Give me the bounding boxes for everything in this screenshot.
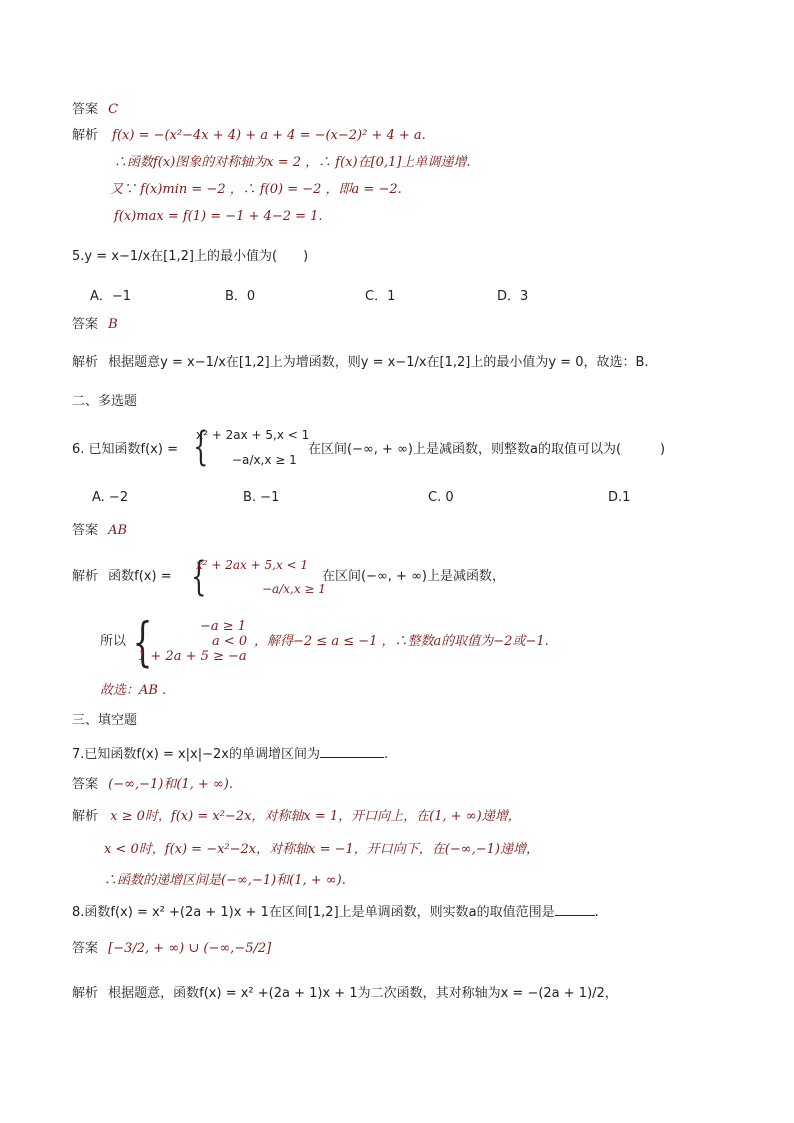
answer-label: 答案	[72, 102, 99, 117]
q7-analysis-line2: x < 0时，f(x) = −x²−2x，对称轴x = −1，开口向下，在(−∞,−1)递增，	[104, 842, 539, 857]
q5-analysis-row	[72, 354, 649, 372]
analysis-text: f(x) = −(x²−4x + 4) + a + 4 = −(x−2)² + 4 + a.	[112, 128, 426, 143]
q5-option-c: C．1	[365, 289, 396, 304]
q4-analysis-line2: ∴函数f(x)图象的对称轴为x = 2 ，∴ f(x)在[0,1]上单调递增.	[114, 155, 471, 170]
answer-value: C	[108, 102, 119, 117]
q6-so-prefix: 所以	[100, 634, 127, 649]
q6-analysis-row	[72, 568, 172, 586]
q4-analysis-line3: 又∵ f(x)min = −2 ，∴ f(0) = −2 ，即a = −2.	[110, 182, 402, 197]
system-line-1: −a ≥ 1	[200, 619, 247, 634]
answer-label: 答案	[72, 523, 99, 538]
q8-blank	[555, 903, 595, 916]
analysis-label: 解析	[72, 986, 99, 1001]
analysis-text: x ≥ 0时，f(x) = x²−2x，对称轴x = 1，开口向上，在(1, + ∞)递增，	[110, 809, 521, 824]
q5-option-d: D．3	[497, 289, 529, 304]
q6-choose: 故选：AB .	[100, 683, 167, 698]
q5-option-a: A．−1	[90, 289, 132, 304]
analysis-suffix: 在区间(−∞, + ∞)上是减函数，	[322, 569, 505, 584]
system-line-3: 1 + 2a + 5 ≥ −a	[138, 649, 247, 664]
q5-answer-row	[72, 316, 118, 334]
q6-piece-1: x² + 2ax + 5,x < 1	[196, 428, 310, 442]
analysis-text: 根据题意y = x−1/x在[1,2]上为增函数，则y = x−1/x在[1,2]上的最小值为y = 0，故选：B.	[108, 355, 649, 370]
q7-blank	[320, 745, 384, 758]
analysis-text: 根据题意，函数f(x) = x² +(2a + 1)x + 1为二次函数，其对称轴为x = −(2a + 1)/2，	[108, 986, 618, 1001]
answer-label: 答案	[72, 941, 99, 956]
q8-stem-end: .	[594, 905, 599, 920]
q4-analysis-line4: f(x)max = f(1) = −1 + 4−2 = 1.	[114, 209, 323, 224]
system-line-2: a < 0	[212, 634, 248, 649]
q8-stem-text: 8.函数f(x) = x² +(2a + 1)x + 1在区间[1,2]上是单调函数，则实数a的取值范围是	[72, 905, 555, 920]
q7-answer-row	[72, 776, 233, 794]
q5-stem: 5.y = x−1/x在[1,2]上的最小值为( )	[72, 249, 309, 264]
analysis-label: 解析	[72, 809, 99, 824]
analysis-label: 解析	[72, 128, 99, 143]
analysis-piecewise-brace: {	[191, 554, 207, 600]
analysis-prefix: 函数f(x) =	[108, 569, 172, 584]
q6-option-a: A. −2	[92, 490, 129, 505]
q8-analysis-row	[72, 985, 618, 1003]
piecewise-brace: {	[193, 424, 209, 470]
analysis-label: 解析	[72, 355, 99, 370]
answer-label: 答案	[72, 317, 99, 332]
q5-option-b: B．0	[225, 289, 256, 304]
answer-value: B	[108, 317, 118, 332]
q6-piece-2: −a/x,x ≥ 1	[232, 453, 297, 467]
q7-stem	[72, 745, 388, 764]
answer-value: (−∞,−1)和(1, + ∞).	[108, 777, 233, 792]
q7-analysis-line3: ∴函数的递增区间是(−∞,−1)和(1, + ∞).	[104, 873, 346, 888]
answer-label: 答案	[72, 777, 99, 792]
q7-stem-text: 7.已知函数f(x) = x|x|−2x的单调增区间为	[72, 747, 320, 762]
q4-answer-row	[72, 101, 118, 119]
q8-answer-row	[72, 940, 271, 958]
analysis-piece-1: x² + 2ax + 5,x < 1	[196, 558, 309, 572]
analysis-label: 解析	[72, 569, 99, 584]
q6-option-c: C. 0	[428, 490, 454, 505]
answer-value: [−3/2, + ∞) ∪ (−∞,−5/2]	[108, 941, 272, 956]
answer-value: AB	[108, 523, 128, 538]
q7-analysis-line1	[72, 808, 521, 826]
q4-analysis-line1	[72, 127, 426, 145]
q6-option-b: B. −1	[243, 490, 280, 505]
q6-option-d: D.1	[608, 490, 631, 505]
q7-stem-end: .	[383, 747, 389, 762]
q6-answer-row	[72, 522, 127, 540]
analysis-piece-2: −a/x,x ≥ 1	[262, 582, 326, 596]
q6-stem-suffix: 在区间(−∞, + ∞)上是减函数，则整数a的取值可以为( )	[308, 442, 666, 457]
section-heading-fill-blank: 三、填空题	[72, 713, 138, 728]
section-heading-multiple-choice: 二、多选题	[72, 394, 138, 409]
q6-stem-prefix: 6. 已知函数f(x) =	[72, 442, 178, 457]
system-brace: {	[132, 613, 153, 673]
system-suffix: ，解得−2 ≤ a ≤ −1 ，∴整数a的取值为−2或−1.	[254, 634, 549, 649]
q8-stem	[72, 903, 599, 922]
